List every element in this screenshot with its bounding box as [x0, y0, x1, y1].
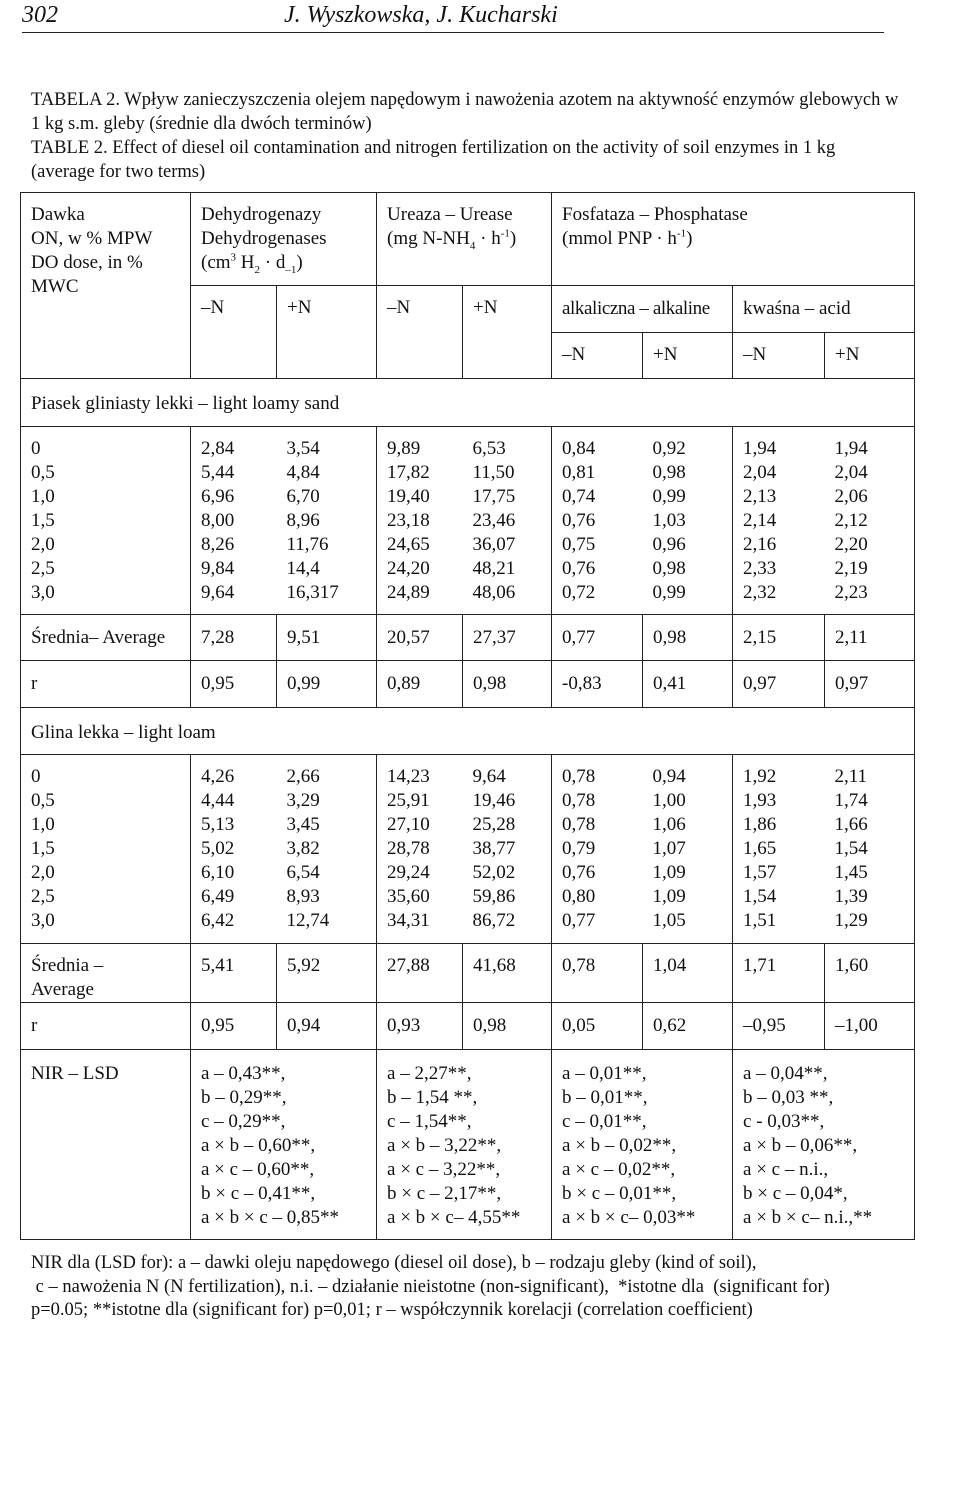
- correlation-value: 0,98: [463, 1003, 552, 1050]
- correlation-value: 0,97: [733, 661, 825, 708]
- table-cell: 2,16: [743, 533, 777, 555]
- table-cell: 1,54: [743, 886, 777, 908]
- dose-value: 0: [31, 766, 41, 788]
- table-cell: 9,64: [201, 581, 235, 603]
- table-cell: 0,81: [562, 461, 596, 483]
- header-acid: kwaśna – acid: [733, 286, 915, 333]
- section-title-light-loamy-sand: Piasek gliniasty lekki – light loamy sand: [21, 379, 915, 427]
- table-cell: 2,14: [743, 509, 777, 531]
- table-cell: 2,32: [743, 581, 777, 603]
- correlation-value: 0,94: [277, 1003, 377, 1050]
- table-cell: 1,09: [652, 886, 686, 908]
- lsd-value: b – 0,01**,: [562, 1086, 648, 1108]
- table-cell: 4,26: [201, 766, 235, 788]
- table-cell: 0,74: [562, 485, 596, 507]
- table-cell: 1,74: [834, 790, 868, 812]
- value-column: [277, 426, 377, 614]
- dose-value: 1,5: [31, 838, 55, 860]
- table-cell: 2,20: [834, 533, 868, 555]
- table-cell: 35,60: [387, 886, 430, 908]
- header-alkaline-plus-n: +N: [643, 332, 733, 379]
- table-cell: 2,04: [743, 461, 777, 483]
- table-cell: 1,51: [743, 910, 777, 932]
- header-alkaline: alkaliczna – alkaline: [552, 286, 733, 333]
- lsd-urease: [377, 1049, 552, 1239]
- lsd-value: a × c – 0,02**,: [562, 1158, 676, 1180]
- table-cell: 24,89: [387, 581, 430, 603]
- lsd-label: NIR – LSD: [21, 1049, 191, 1239]
- dose-value: 0,5: [31, 790, 55, 812]
- correlation-value: 0,97: [825, 661, 915, 708]
- lsd-value: b × c – 2,17**,: [387, 1182, 502, 1204]
- table-cell: 1,94: [743, 437, 777, 459]
- table-cell: 38,77: [472, 838, 516, 860]
- table-cell: 23,46: [472, 509, 516, 531]
- table-cell: 0,77: [562, 910, 596, 932]
- table-cell: 6,96: [201, 485, 235, 507]
- table-cell: 1,94: [834, 437, 868, 459]
- value-column: [191, 426, 277, 614]
- table-cell: 6,49: [201, 886, 235, 908]
- table-cell: 48,21: [472, 557, 516, 579]
- table-cell: 24,20: [387, 557, 430, 579]
- header-dose: Dawka ON, w % MPW DO dose, in % MWC: [21, 193, 191, 379]
- table-cell: 0,78: [562, 814, 596, 836]
- lsd-alkaline: [552, 1049, 733, 1239]
- table-cell: 0,79: [562, 838, 596, 860]
- value-column: [377, 755, 463, 943]
- average-value: 5,92: [277, 943, 377, 1003]
- dose-value: 0,5: [31, 461, 55, 483]
- table-cell: 0,76: [562, 862, 596, 884]
- dose-value: 2,5: [31, 557, 55, 579]
- table-cell: 1,09: [652, 862, 686, 884]
- table-cell: 8,00: [201, 509, 235, 531]
- table-cell: 0,75: [562, 533, 596, 555]
- value-column: [377, 426, 463, 614]
- table-cell: 29,24: [387, 862, 430, 884]
- lsd-value: a × b – 3,22**,: [387, 1134, 502, 1156]
- average-value: 9,51: [277, 614, 377, 661]
- table-cell: 1,07: [652, 838, 686, 860]
- average-label: Średnia– Average: [21, 614, 191, 661]
- table-cell: 4,44: [201, 790, 235, 812]
- table-cell: 4,84: [286, 461, 320, 483]
- correlation-value: 0,99: [277, 661, 377, 708]
- lsd-value: c – 0,01**,: [562, 1110, 647, 1132]
- table-cell: 1,65: [743, 838, 777, 860]
- table-cell: 2,04: [834, 461, 868, 483]
- correlation-value: –0,95: [733, 1003, 825, 1050]
- dose-value: 1,5: [31, 509, 55, 531]
- table-footnote: [31, 1252, 901, 1323]
- correlation-value: –1,00: [825, 1003, 915, 1050]
- dehydrogenases-unit: ($cm^3$ $H_2 \cdot d_{-1}$): [201, 251, 303, 276]
- value-column: [643, 426, 733, 614]
- correlation-value: -0,83: [552, 661, 643, 708]
- dose-value: 1,0: [31, 485, 55, 507]
- table-cell: 0,76: [562, 557, 596, 579]
- table-cell: 2,23: [834, 581, 868, 603]
- table-cell: 2,33: [743, 557, 777, 579]
- value-column: [643, 755, 733, 943]
- header-phosphatase: Fosfataza – Phosphatase (mmol PNP · $h^{-1}$): [552, 193, 915, 286]
- table-cell: 3,45: [286, 814, 320, 836]
- lsd-value: a × b × c– 0,03**: [562, 1206, 696, 1228]
- lsd-value: c – 1,54**,: [387, 1110, 472, 1132]
- table-cell: 9,89: [387, 437, 421, 459]
- value-column: [733, 755, 825, 943]
- table-cell: 6,70: [286, 485, 320, 507]
- table-cell: 1,05: [652, 910, 686, 932]
- table-cell: 11,76: [286, 533, 329, 555]
- running-head: [22, 0, 884, 33]
- table-cell: 27,10: [387, 814, 430, 836]
- table-caption: [31, 88, 901, 184]
- table-cell: 2,06: [834, 485, 868, 507]
- enzyme-activity-table: [20, 192, 915, 1240]
- table-cell: 0,98: [652, 557, 686, 579]
- table-cell: 0,94: [652, 766, 686, 788]
- average-label: Średnia – Average: [21, 943, 191, 1003]
- average-value: 1,71: [733, 943, 825, 1003]
- phosphatase-unit: (mmol PNP · $h^{-1}$): [562, 227, 693, 249]
- table-cell: 1,57: [743, 862, 777, 884]
- section-title-light-loam: Glina lekka – light loam: [21, 707, 915, 755]
- dose-value: 3,0: [31, 910, 55, 932]
- dose-value: 1,0: [31, 814, 55, 836]
- correlation-value: 0,05: [552, 1003, 643, 1050]
- value-column: [733, 426, 825, 614]
- average-value: 2,11: [825, 614, 915, 661]
- lsd-dehydrogenases: [191, 1049, 377, 1239]
- table-cell: 6,42: [201, 910, 235, 932]
- average-value: 27,88: [377, 943, 463, 1003]
- lsd-value: c - 0,03**,: [743, 1110, 825, 1132]
- table-cell: 1,29: [834, 910, 868, 932]
- average-value: 0,78: [552, 943, 643, 1003]
- table-cell: 36,07: [472, 533, 516, 555]
- header-dehydrogenases-minus-n: –N: [191, 286, 277, 379]
- lsd-value: b – 0,03 **,: [743, 1086, 834, 1108]
- table-cell: 5,13: [201, 814, 235, 836]
- table-cell: 6,54: [286, 862, 320, 884]
- footnote-line: NIR dla (LSD for): a – dawki oleju napędowego (diesel oil dose), b – rodzaju gleby (kind of soil),: [31, 1253, 757, 1273]
- value-column: [552, 426, 643, 614]
- value-column: [191, 755, 277, 943]
- value-column: [463, 426, 552, 614]
- correlation-value: 0,41: [643, 661, 733, 708]
- table-cell: 6,10: [201, 862, 235, 884]
- dose-column: [21, 755, 191, 943]
- table-cell: 9,84: [201, 557, 235, 579]
- table-cell: 8,26: [201, 533, 235, 555]
- value-column: [825, 426, 915, 614]
- table-cell: 5,02: [201, 838, 235, 860]
- average-value: 1,60: [825, 943, 915, 1003]
- value-column: [552, 755, 643, 943]
- lsd-value: a × c – 0,60**,: [201, 1158, 315, 1180]
- table-cell: 2,11: [834, 766, 868, 788]
- page-number: 302: [22, 2, 58, 28]
- correlation-value: 0,89: [377, 661, 463, 708]
- table-cell: 1,39: [834, 886, 868, 908]
- header-urease-plus-n: +N: [463, 286, 552, 379]
- table-cell: 0,92: [652, 437, 686, 459]
- value-column: [277, 755, 377, 943]
- table-cell: 1,86: [743, 814, 777, 836]
- lsd-value: a – 0,04**,: [743, 1062, 828, 1084]
- table-cell: 1,54: [834, 838, 868, 860]
- average-value: 20,57: [377, 614, 463, 661]
- table-cell: 59,86: [472, 886, 516, 908]
- correlation-value: 0,93: [377, 1003, 463, 1050]
- lsd-value: a × c – 3,22**,: [387, 1158, 501, 1180]
- table-cell: 86,72: [472, 910, 516, 932]
- table-cell: 25,91: [387, 790, 430, 812]
- average-value: 0,98: [643, 614, 733, 661]
- table-cell: 2,84: [201, 437, 235, 459]
- lsd-value: a × b – 0,02**,: [562, 1134, 677, 1156]
- table-cell: 11,50: [472, 461, 515, 483]
- table-cell: 1,93: [743, 790, 777, 812]
- table-cell: 1,66: [834, 814, 868, 836]
- average-value: 41,68: [463, 943, 552, 1003]
- table-cell: 0,98: [652, 461, 686, 483]
- table-cell: 23,18: [387, 509, 430, 531]
- urease-unit: (mg $N-NH_4 \cdot h^{-1}$): [387, 227, 517, 252]
- table-cell: 24,65: [387, 533, 430, 555]
- caption-english: TABLE 2. Effect of diesel oil contamination and nitrogen fertilization on the activity of soil enzymes in 1 kg (average for two terms): [31, 138, 836, 182]
- correlation-value: 0,95: [191, 661, 277, 708]
- lsd-value: b × c – 0,41**,: [201, 1182, 316, 1204]
- table-cell: 28,78: [387, 838, 430, 860]
- table-cell: 2,12: [834, 509, 868, 531]
- header-urease-minus-n: –N: [377, 286, 463, 379]
- table-cell: 5,44: [201, 461, 235, 483]
- header-alkaline-minus-n: –N: [552, 332, 643, 379]
- lsd-value: a × b × c– n.i.,**: [743, 1206, 873, 1228]
- table-cell: 0,78: [562, 766, 596, 788]
- lsd-value: a – 0,01**,: [562, 1062, 647, 1084]
- table-cell: 48,06: [472, 581, 516, 603]
- dose-value: 0: [31, 437, 41, 459]
- running-head-authors: J. Wyszkowska, J. Kucharski: [284, 2, 558, 28]
- lsd-value: c – 0,29**,: [201, 1110, 286, 1132]
- table-cell: 3,29: [286, 790, 320, 812]
- header-acid-minus-n: –N: [733, 332, 825, 379]
- table-cell: 3,54: [286, 437, 320, 459]
- lsd-value: a × b – 0,06**,: [743, 1134, 858, 1156]
- table-cell: 1,06: [652, 814, 686, 836]
- table-cell: 0,72: [562, 581, 596, 603]
- table-cell: 12,74: [286, 910, 330, 932]
- average-value: 0,77: [552, 614, 643, 661]
- lsd-value: b – 1,54 **,: [387, 1086, 478, 1108]
- table-cell: 0,76: [562, 509, 596, 531]
- lsd-value: a × b × c – 0,85**: [201, 1206, 340, 1228]
- lsd-value: a – 2,27**,: [387, 1062, 472, 1084]
- correlation-value: 0,98: [463, 661, 552, 708]
- header-dehydrogenases: Dehydrogenazy Dehydrogenases ($cm^3$ $H_2 \cdot d_{-1}$): [191, 193, 377, 286]
- lsd-value: a × c – n.i.,: [743, 1158, 829, 1180]
- table-cell: 0,96: [652, 533, 686, 555]
- correlation-label: r: [21, 1003, 191, 1050]
- lsd-value: a × b – 0,60**,: [201, 1134, 316, 1156]
- table-cell: 6,53: [472, 437, 506, 459]
- table-cell: 17,75: [472, 485, 516, 507]
- correlation-value: 0,95: [191, 1003, 277, 1050]
- table-cell: 2,66: [286, 766, 320, 788]
- lsd-value: a × b × c– 4,55**: [387, 1206, 521, 1228]
- average-value: 7,28: [191, 614, 277, 661]
- table-cell: 3,82: [286, 838, 320, 860]
- table-cell: 0,99: [652, 581, 686, 603]
- average-value: 5,41: [191, 943, 277, 1003]
- table-cell: 2,19: [834, 557, 868, 579]
- table-cell: 0,78: [562, 790, 596, 812]
- header-urease: Ureaza – Urease (mg $N-NH_4 \cdot h^{-1}$): [377, 193, 552, 286]
- dose-value: 2,0: [31, 862, 55, 884]
- table-cell: 1,03: [652, 509, 686, 531]
- correlation-value: 0,62: [643, 1003, 733, 1050]
- table-cell: 0,84: [562, 437, 596, 459]
- header-dehydrogenases-plus-n: +N: [277, 286, 377, 379]
- table-cell: 1,45: [834, 862, 868, 884]
- dose-value: 2,0: [31, 533, 55, 555]
- table-cell: 34,31: [387, 910, 430, 932]
- lsd-value: a – 0,43**,: [201, 1062, 286, 1084]
- table-cell: 9,64: [472, 766, 506, 788]
- table-cell: 14,23: [387, 766, 430, 788]
- correlation-label: r: [21, 661, 191, 708]
- dose-value: 3,0: [31, 581, 55, 603]
- table-cell: 2,13: [743, 485, 777, 507]
- table-cell: 52,02: [472, 862, 516, 884]
- lsd-value: b × c – 0,01**,: [562, 1182, 677, 1204]
- table-cell: 8,93: [286, 886, 320, 908]
- header-acid-plus-n: +N: [825, 332, 915, 379]
- caption-polish: TABELA 2. Wpływ zanieczyszczenia olejem napędowym i nawożenia azotem na aktywność enzymów glebowych w 1 kg s.m. gleby (średnie dla dwóch terminów): [31, 90, 899, 134]
- lsd-value: b × c – 0,04*,: [743, 1182, 848, 1204]
- table-cell: 14,4: [286, 557, 320, 579]
- table-cell: 1,00: [652, 790, 686, 812]
- lsd-acid: [733, 1049, 915, 1239]
- table-cell: 16,317: [286, 581, 339, 603]
- dose-column: [21, 426, 191, 614]
- table-cell: 19,40: [387, 485, 430, 507]
- dose-value: 2,5: [31, 886, 55, 908]
- table-cell: 8,96: [286, 509, 320, 531]
- table-cell: 17,82: [387, 461, 430, 483]
- table-cell: 19,46: [472, 790, 516, 812]
- footnote-line: c – nawożenia N (N fertilization), n.i. – działanie nieistotne (non-significant), *istotne dla (significant for): [31, 1276, 830, 1297]
- table-cell: 1,92: [743, 766, 777, 788]
- table-cell: 25,28: [472, 814, 516, 836]
- value-column: [463, 755, 552, 943]
- average-value: 1,04: [643, 943, 733, 1003]
- table-cell: 0,99: [652, 485, 686, 507]
- average-value: 2,15: [733, 614, 825, 661]
- value-column: [825, 755, 915, 943]
- footnote-line: p=0.05; **istotne dla (significant for) p=0,01; r – współczynnik korelacji (correlation coefficient): [31, 1300, 753, 1320]
- table-cell: 0,80: [562, 886, 596, 908]
- lsd-value: b – 0,29**,: [201, 1086, 287, 1108]
- average-value: 27,37: [463, 614, 552, 661]
